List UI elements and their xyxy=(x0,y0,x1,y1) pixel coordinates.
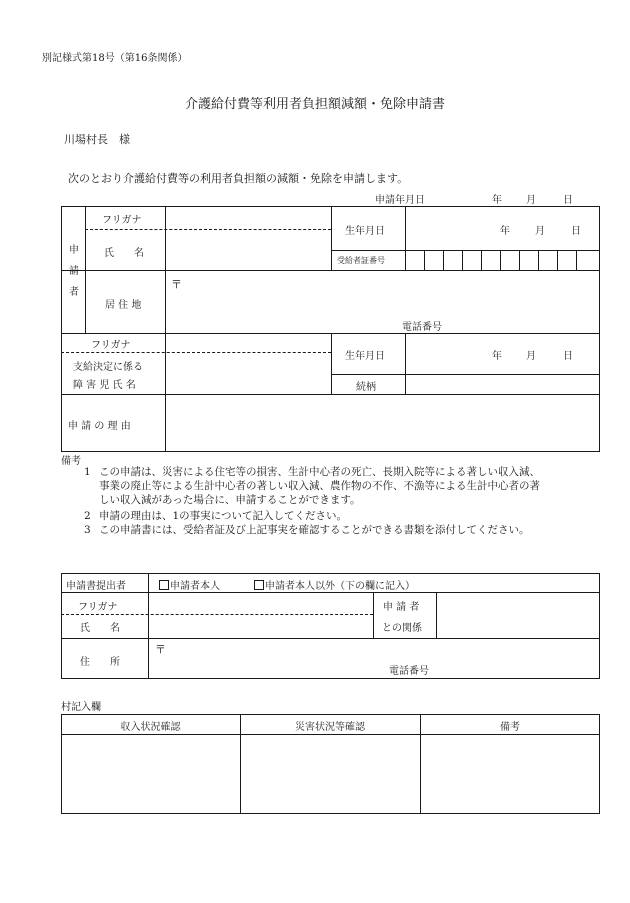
applicant-name-input[interactable] xyxy=(166,230,330,270)
date-month-label: 月 xyxy=(526,195,536,206)
digit-cell xyxy=(443,250,444,270)
child-name-input[interactable] xyxy=(166,334,330,394)
note-line: この申請は、災害による住宅等の損害、生計中心者の死亡、長期入院等による著しい収入減、 xyxy=(99,466,540,478)
child-birth-day-label: 日 xyxy=(563,351,573,362)
date-label: 申請年月日 xyxy=(375,195,425,206)
note-line: 事業の廃止等による生計中心者の著しい収入減、農作物の不作、不漁等による生計中心者の著 xyxy=(99,480,540,492)
rule xyxy=(331,206,332,270)
submitter-furigana-label: フリガナ xyxy=(78,602,118,613)
option-self-label: 申請者本人 xyxy=(170,581,220,592)
reason-input[interactable] xyxy=(166,395,599,451)
postal-mark: 〒 xyxy=(155,643,166,656)
rule xyxy=(61,734,600,735)
submitter-name-label: 氏 名 xyxy=(80,623,120,634)
applicant-birth-input[interactable] xyxy=(406,207,599,250)
date-year-label: 年 xyxy=(492,195,502,206)
village-heading: 村記入欄 xyxy=(61,702,101,713)
relation-label: 続柄 xyxy=(356,382,376,393)
child-label-line2: 障 害 児 氏 名 xyxy=(73,380,136,391)
submitter-relation-line2: との関係 xyxy=(382,623,422,634)
rule xyxy=(85,206,86,333)
postal-mark: 〒 xyxy=(171,278,182,291)
recipient-number-label: 受給者証番号 xyxy=(337,256,385,265)
applicant-label-char: 申 xyxy=(69,245,79,256)
digit-cell xyxy=(557,250,558,270)
digit-cell xyxy=(576,250,577,270)
notes-heading: 備考 xyxy=(61,456,81,467)
option-other[interactable] xyxy=(254,577,415,592)
rule xyxy=(373,592,374,638)
note-line: しい収入減があった場合に、申請することができます。 xyxy=(99,494,361,506)
applicant-address-input[interactable] xyxy=(166,271,599,332)
digit-cell xyxy=(481,250,482,270)
option-self[interactable] xyxy=(159,577,220,592)
rule xyxy=(331,333,332,394)
applicant-phone-label: 電話番号 xyxy=(402,322,442,333)
birth-month-label: 月 xyxy=(535,226,545,237)
reason-label: 申 請 の 理 由 xyxy=(68,421,131,432)
note-number: 1 xyxy=(84,466,91,478)
digit-cell xyxy=(538,250,539,270)
applicant-label-char: 者 xyxy=(69,287,79,298)
child-birth-label: 生年月日 xyxy=(345,351,385,362)
addressee: 川場村長 様 xyxy=(64,133,130,146)
note-number: 3 xyxy=(84,524,91,536)
note-number: 2 xyxy=(84,510,91,522)
birth-year-label: 年 xyxy=(500,226,510,237)
child-label-line1: 支給決定に係る xyxy=(73,362,143,373)
applicant-birth-label: 生年月日 xyxy=(345,226,385,237)
applicant-furigana-label: フリガナ xyxy=(102,215,142,226)
page-title: 介護給付費等利用者負担額減額・免除申請書 xyxy=(184,97,445,112)
digit-cell xyxy=(519,250,520,270)
submitter-address-label: 住 所 xyxy=(80,657,120,668)
submitter-label: 申請書提出者 xyxy=(66,581,126,592)
intro-text: 次のとおり介護給付費等の利用者負担額の減額・免除を申請します。 xyxy=(68,172,409,185)
applicant-address-label: 居 住 地 xyxy=(105,300,142,311)
digit-cell xyxy=(462,250,463,270)
applicant-label-char: 請 xyxy=(69,266,79,277)
checkbox[interactable] xyxy=(254,580,264,590)
child-birth-year-label: 年 xyxy=(492,351,502,362)
applicant-furigana-input[interactable] xyxy=(166,207,330,229)
relation-input[interactable] xyxy=(406,375,599,394)
submitter-name-input[interactable] xyxy=(149,593,372,637)
submitter-address-input[interactable] xyxy=(149,639,599,678)
note-line: 申請の理由は、1の事実について記入してください。 xyxy=(99,510,347,522)
column-header: 災害状況等確認 xyxy=(295,722,365,733)
digit-cell xyxy=(424,250,425,270)
note-line: この申請書には、受給者証及び上記事実を確認することができる書類を添付してください。 xyxy=(99,524,530,536)
rule xyxy=(331,250,600,251)
form-number: 別記様式第18号（第16条関係） xyxy=(42,53,188,64)
digit-cell xyxy=(500,250,501,270)
column-header: 収入状況確認 xyxy=(120,722,181,733)
checkbox[interactable] xyxy=(159,580,169,590)
child-birth-month-label: 月 xyxy=(526,351,536,362)
submitter-relation-input[interactable] xyxy=(437,593,599,637)
submitter-relation-line1: 申 請 者 xyxy=(383,602,420,613)
applicant-name-label: 氏 名 xyxy=(104,248,144,259)
child-furigana-label: フリガナ xyxy=(91,340,131,351)
option-other-label: 申請者本人以外（下の欄に記入） xyxy=(265,581,415,592)
submitter-phone-label: 電話番号 xyxy=(389,666,429,677)
column-header: 備考 xyxy=(500,722,520,733)
birth-day-label: 日 xyxy=(571,226,581,237)
date-day-label: 日 xyxy=(563,195,573,206)
